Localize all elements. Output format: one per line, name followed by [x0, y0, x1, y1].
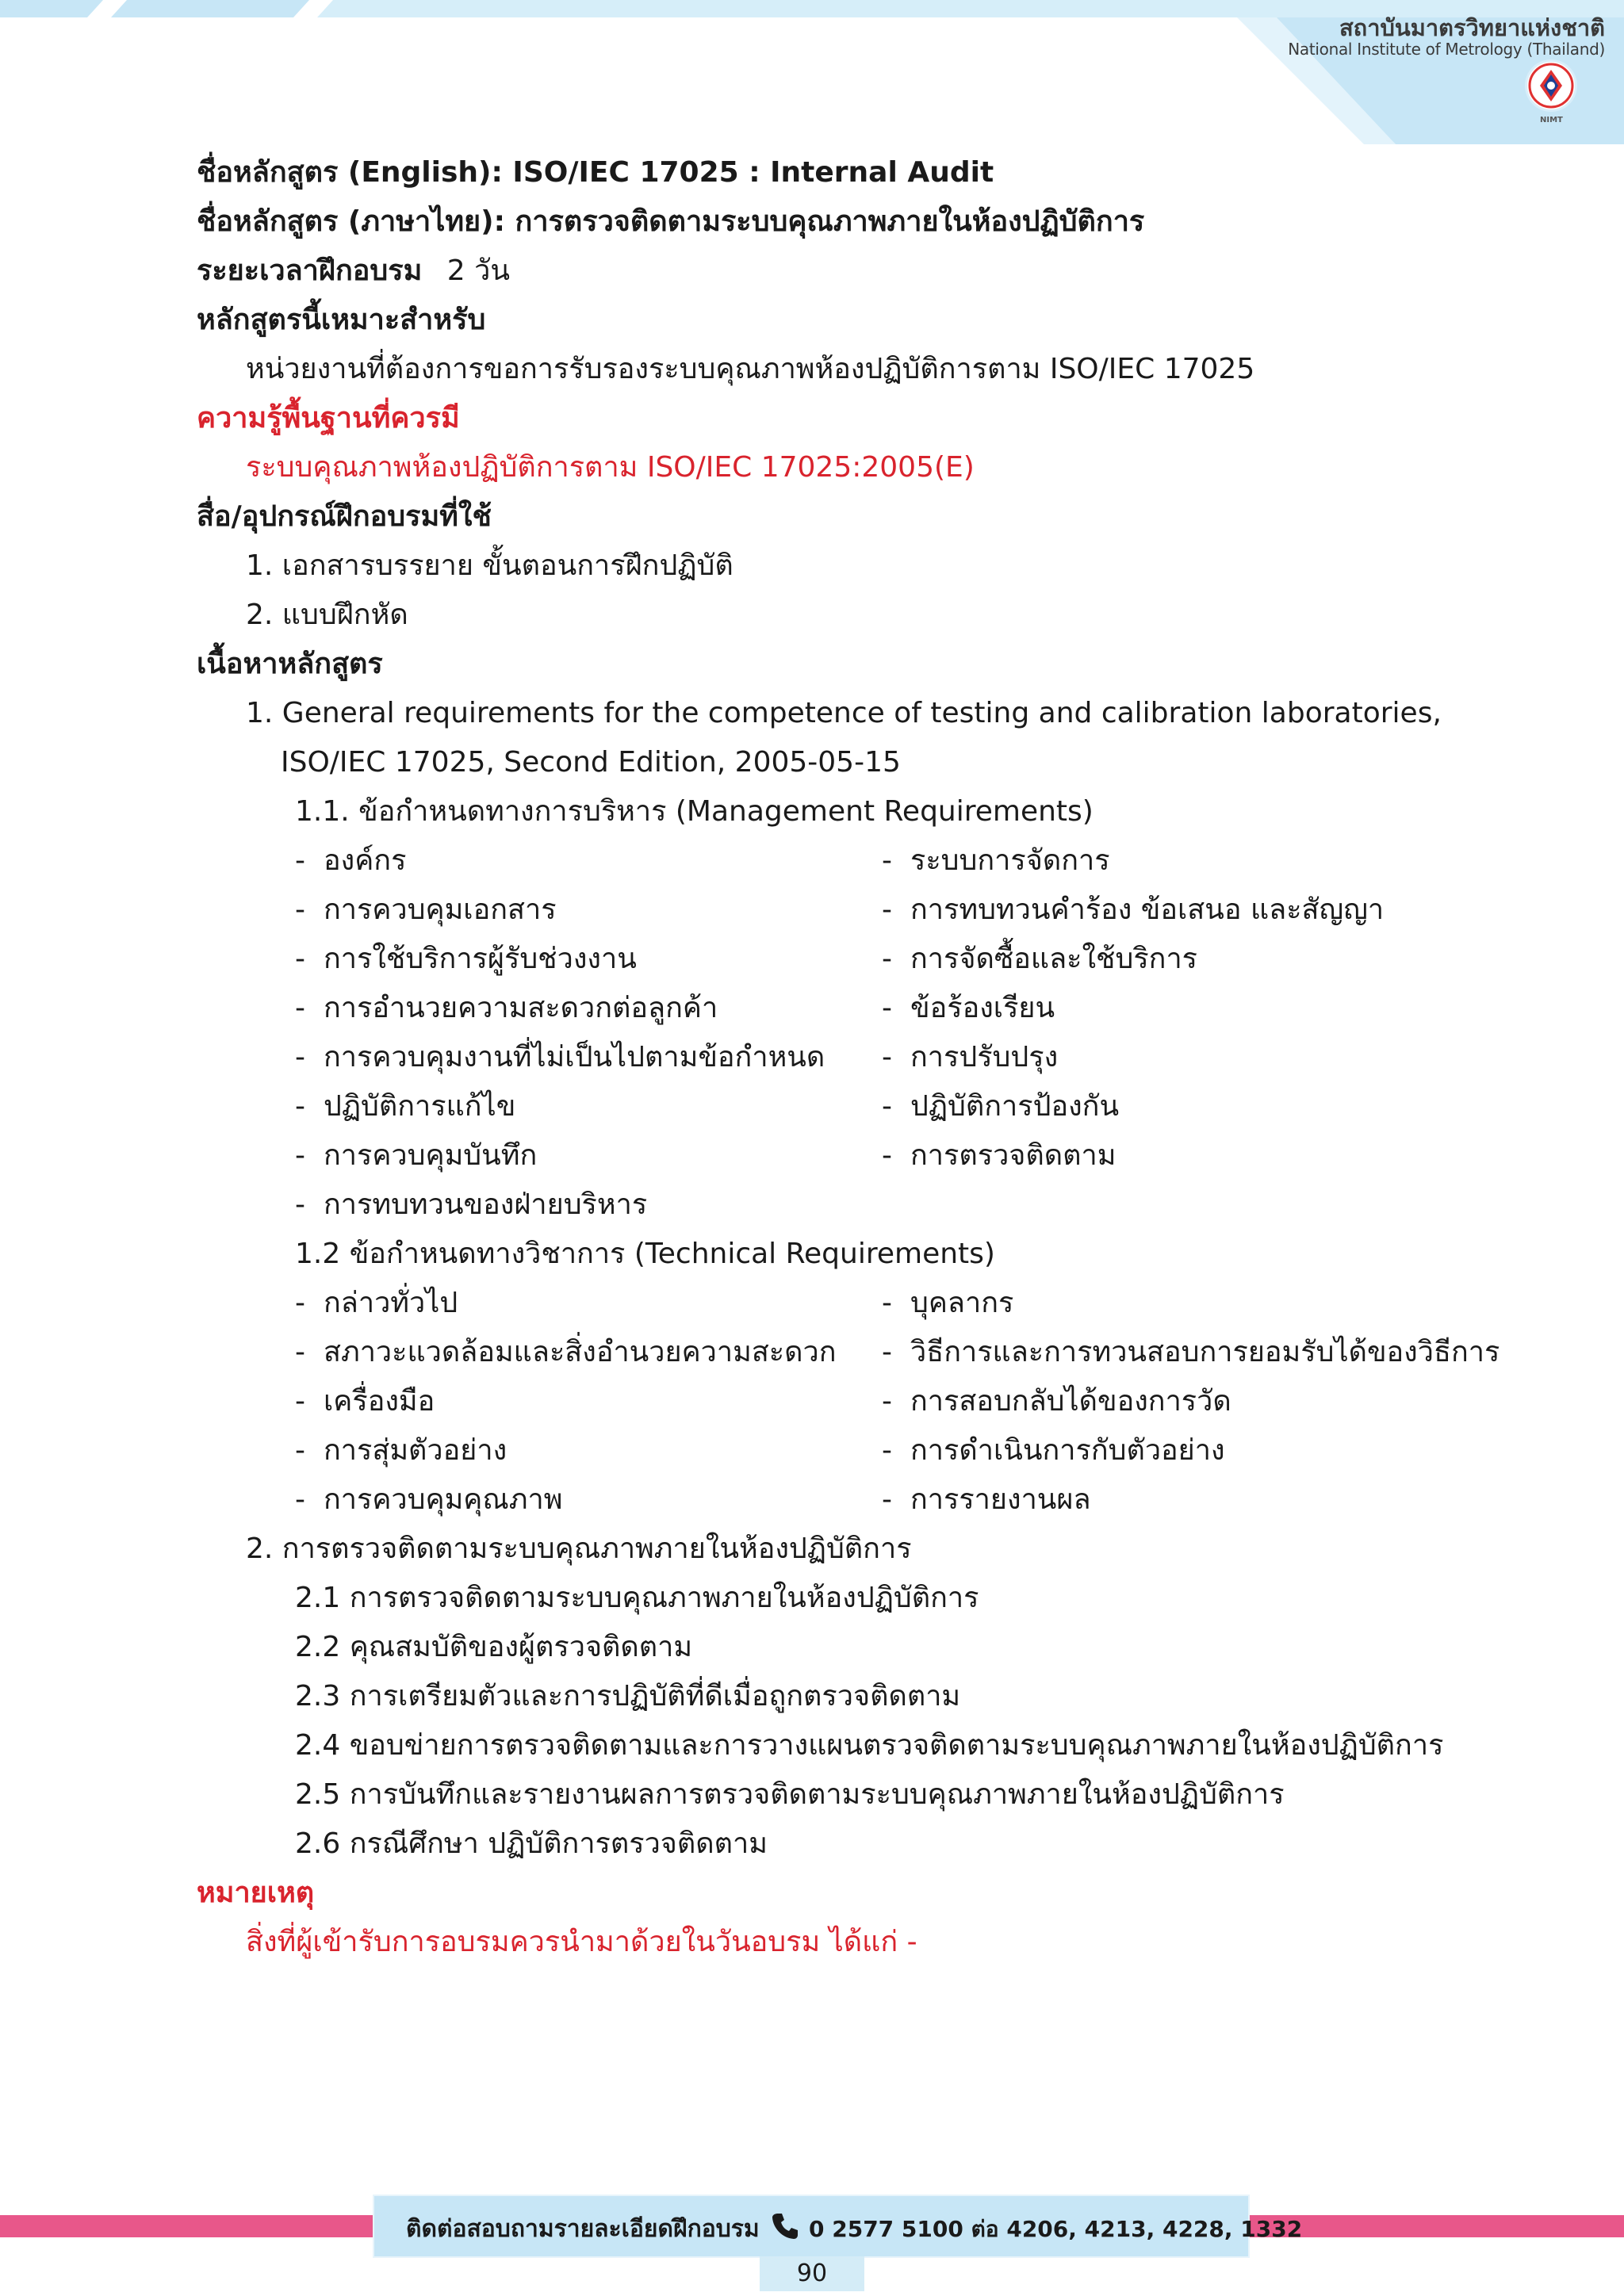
section-2-item: 2.1 การตรวจติดตามระบบคุณภาพภายในห้องปฏิบัติการ [295, 1582, 979, 1614]
prerequisite-heading: ความรู้พื้นฐานที่ควรมี [197, 402, 460, 434]
list-item: - ปฏิบัติการป้องกัน [882, 1090, 1120, 1123]
logo-text: NIMT [1540, 116, 1563, 124]
course-name-thai: ชื่อหลักสูตร (ภาษาไทย): การตรวจติดตามระบบคุณภาพภายในห้องปฏิบัติการ [197, 205, 1145, 238]
list-item: - เครื่องมือ [295, 1385, 435, 1418]
list-item: - ระบบการจัดการ [882, 844, 1110, 877]
prerequisite-text: ระบบคุณภาพห้องปฏิบัติการตาม ISO/IEC 17025:2005(E) [246, 451, 975, 484]
section-2-item: 2.4 ขอบข่ายการตรวจติดตามและการวางแผนตรวจติดตามระบบคุณภาพภายในห้องปฏิบัติการ [295, 1729, 1444, 1762]
materials-heading: สื่อ/อุปกรณ์ฝึกอบรมที่ใช้ [197, 500, 492, 533]
list-item: - การสุ่มตัวอย่าง [295, 1434, 508, 1467]
list-item: - สภาวะแวดล้อมและสิ่งอำนวยความสะดวก [295, 1336, 837, 1368]
list-item: - การตรวจติดตาม [882, 1139, 1116, 1172]
list-item: - กล่าวทั่วไป [295, 1287, 458, 1319]
section-1-subtitle: ISO/IEC 17025, Second Edition, 2005-05-15 [281, 746, 901, 779]
section-2-item: 2.6 กรณีศึกษา ปฏิบัติการตรวจติดตาม [295, 1827, 768, 1860]
course-name-english: ชื่อหลักสูตร (English): ISO/IEC 17025 : Internal Audit [197, 156, 994, 189]
list-item: - ปฏิบัติการแก้ไข [295, 1090, 516, 1123]
list-item: - การทบทวนของฝ่ายบริหาร [295, 1188, 648, 1221]
section-2-title: 2. การตรวจติดตามระบบคุณภาพภายในห้องปฏิบัติการ [246, 1533, 912, 1565]
audience-text: หน่วยงานที่ต้องการขอการรับรองระบบคุณภาพห้องปฏิบัติการตาม ISO/IEC 17025 [246, 353, 1255, 385]
subsection-1-2-title: 1.2 ข้อกำหนดทางวิชาการ (Technical Requirements) [295, 1238, 995, 1270]
section-2-item: 2.2 คุณสมบัติของผู้ตรวจติดตาม [295, 1631, 693, 1663]
section-2-item: 2.3 การเตรียมตัวและการปฏิบัติที่ดีเมื่อถูกตรวจติดตาม [295, 1680, 961, 1712]
duration-label: ระยะเวลาฝึกอบรม [197, 254, 423, 287]
materials-item: 1. เอกสารบรรยาย ขั้นตอนการฝึกปฏิบัติ [246, 549, 733, 582]
list-item: - การทบทวนคำร้อง ข้อเสนอ และสัญญา [882, 894, 1385, 926]
contact-label: ติดต่อสอบถามรายละเอียดฝึกอบรม [406, 2215, 760, 2243]
nimt-logo-icon [1527, 62, 1575, 109]
org-name-english: National Institute of Metrology (Thailand) [1288, 40, 1605, 59]
list-item: - การควบคุมเอกสาร [295, 894, 557, 926]
org-name-thai: สถาบันมาตรวิทยาแห่งชาติ [1339, 14, 1605, 41]
phone-number: 0 2577 5100 ต่อ 4206, 4213, 4228, 1332 [809, 2216, 1303, 2242]
subsection-1-1-title: 1.1. ข้อกำหนดทางการบริหาร (Management Requirements) [295, 795, 1094, 828]
section-1-title: 1. General requirements for the competence of testing and calibration laboratories, [246, 697, 1442, 729]
page-number: 90 [796, 2260, 828, 2287]
list-item: - การดำเนินการกับตัวอย่าง [882, 1434, 1225, 1467]
list-item: - การจัดซื้อและใช้บริการ [882, 943, 1198, 975]
list-item: - การอำนวยความสะดวกต่อลูกค้า [295, 992, 718, 1024]
list-item: - การใช้บริการผู้รับช่วงงาน [295, 943, 637, 975]
phone-icon [769, 2210, 801, 2242]
list-item: - การสอบกลับได้ของการวัด [882, 1385, 1231, 1418]
note-heading: หมายเหตุ [197, 1877, 315, 1909]
duration-value: 2 วัน [446, 254, 510, 287]
materials-item: 2. แบบฝึกหัด [246, 599, 408, 631]
list-item: - การควบคุมบันทึก [295, 1139, 538, 1172]
list-item: - การควบคุมงานที่ไม่เป็นไปตามข้อกำหนด [295, 1041, 825, 1073]
footer-contact-box [373, 2195, 1303, 2258]
page-number-box [760, 2256, 864, 2291]
list-item: - การรายงานผล [882, 1483, 1091, 1516]
list-item: - การควบคุมคุณภาพ [295, 1483, 563, 1516]
list-item: - ข้อร้องเรียน [882, 992, 1055, 1024]
content-heading: เนื้อหาหลักสูตร [197, 648, 383, 680]
section-2-item: 2.5 การบันทึกและรายงานผลการตรวจติดตามระบบคุณภาพภายในห้องปฏิบัติการ [295, 1778, 1285, 1811]
duration-row [197, 254, 510, 289]
list-item: - วิธีการและการทวนสอบการยอมรับได้ของวิธีการ [882, 1336, 1500, 1368]
audience-heading: หลักสูตรนี้เหมาะสำหรับ [197, 304, 486, 336]
note-text: สิ่งที่ผู้เข้ารับการอบรมควรนำมาด้วยในวันอบรม ได้แก่ - [246, 1926, 917, 1958]
list-item: - การปรับปรุง [882, 1041, 1059, 1073]
list-item: - บุคลากร [882, 1287, 1014, 1319]
list-item: - องค์กร [295, 844, 407, 877]
